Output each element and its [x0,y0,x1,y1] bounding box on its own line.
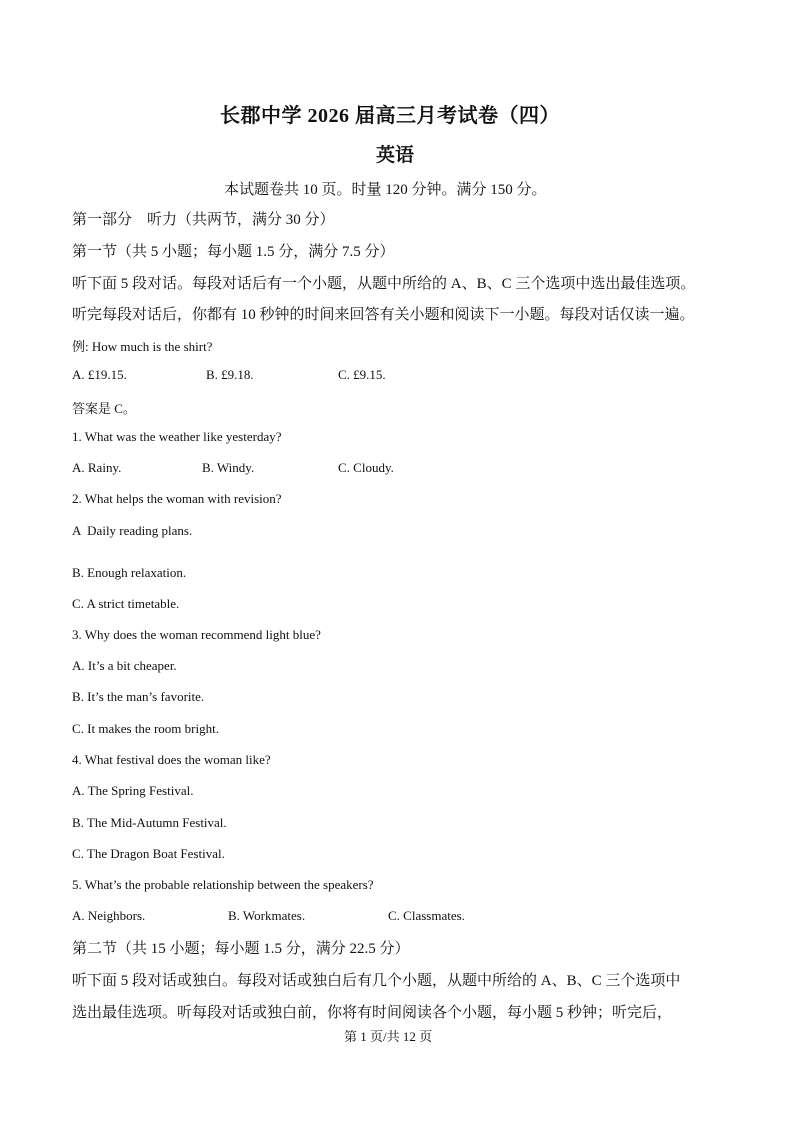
part1-heading: 第一部分 听力（共两节，满分 30 分） [72,212,335,228]
section1-instruction-line1: 听下面 5 段对话。每段对话后有一个小题，从题中所给的 A、B、C 三个选项中选出最佳选项。 [72,276,696,292]
example-option-a: A. £19.15. [72,367,127,382]
question-3-option-b: B. It’s the man’s favorite. [72,689,205,704]
question-3-option-a: A. It’s a bit cheaper. [72,658,177,673]
question-2: 2. What helps the woman with revision? [72,491,282,506]
section1-heading: 第一节（共 5 小题；每小题 1.5 分，满分 7.5 分） [72,244,395,260]
question-5-option-b: B. Workmates. [228,908,306,923]
example-option-b: B. £9.18. [206,367,254,382]
question-4: 4. What festival does the woman like? [72,752,271,767]
example-option-c: C. £9.15. [338,367,386,382]
question-3-option-c: C. It makes the room bright. [72,721,219,736]
section2-heading: 第二节（共 15 小题；每小题 1.5 分，满分 22.5 分） [72,941,410,957]
question-1: 1. What was the weather like yesterday? [72,429,282,444]
exam-info: 本试题卷共 10 页。时量 120 分钟。满分 150 分。 [224,182,547,198]
question-1-option-b: B. Windy. [202,460,255,475]
question-4-option-b: B. The Mid-Autumn Festival. [72,815,227,830]
exam-title: 长郡中学 2026 届高三月考试卷（四） [220,105,560,127]
page-number: 第 1 页/共 12 页 [344,1029,433,1044]
question-4-option-a: A. The Spring Festival. [72,783,194,798]
question-2-option-c: C. A strict timetable. [72,596,180,611]
question-1-option-c: C. Cloudy. [338,460,394,475]
question-5-option-c: C. Classmates. [388,908,465,923]
question-2-option-a: A Daily reading plans. [72,523,193,538]
question-3: 3. Why does the woman recommend light blue? [72,627,321,642]
section2-instruction-line2: 选出最佳选项。听每段对话或独白前，你将有时间阅读各个小题，每小题 5 秒钟；听完后， [72,1005,673,1021]
question-1-option-a: A. Rainy. [72,460,122,475]
question-4-option-c: C. The Dragon Boat Festival. [72,846,225,861]
section2-instruction-line1: 听下面 5 段对话或独白。每段对话或独白后有几个小题，从题中所给的 A、B、C 三个选项中 [72,973,681,989]
subject-title: 英语 [376,145,415,166]
question-5: 5. What’s the probable relationship between the speakers? [72,877,374,892]
example-answer: 答案是 C。 [72,401,136,416]
example-question: 例: How much is the shirt? [72,339,213,354]
question-5-option-a: A. Neighbors. [72,908,146,923]
section1-instruction-line2: 听完每段对话后，你都有 10 秒钟的时间来回答有关小题和阅读下一小题。每段对话仅读一遍。 [72,307,695,323]
question-2-option-b: B. Enough relaxation. [72,565,187,580]
